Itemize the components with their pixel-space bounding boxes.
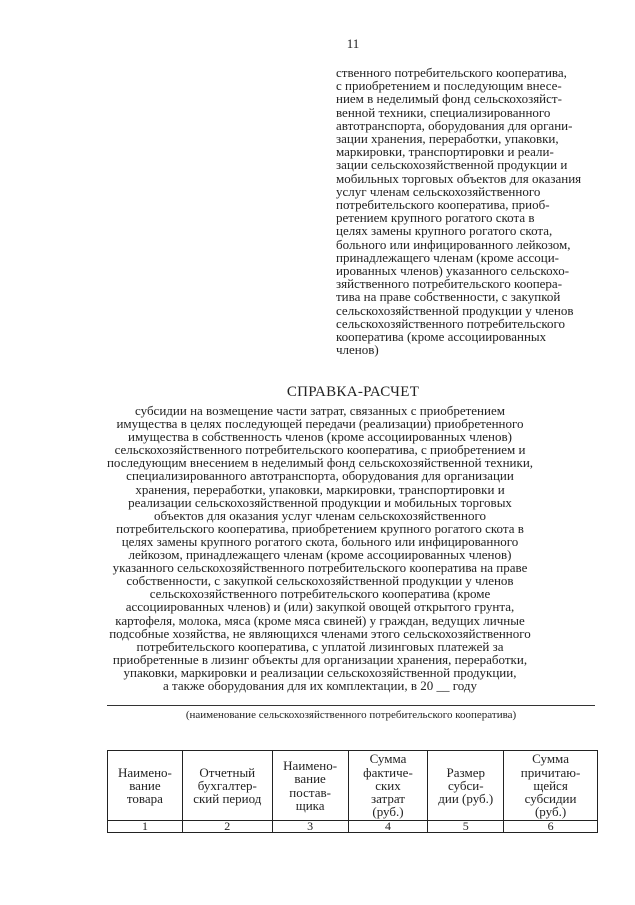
column-number: 4 <box>348 821 428 833</box>
body-line: ассоциированных членов) и (или) закупкой овощей открытого грунта, <box>125 599 515 615</box>
calculation-table <box>107 750 598 833</box>
body-line: целях замены крупного рогатого скота, больного или инфицированного <box>121 533 519 549</box>
document-subtitle-text <box>80 404 560 692</box>
column-number: 3 <box>272 821 348 833</box>
header-line: целях замены крупного рогатого скота, <box>336 223 553 239</box>
header-line: зации сельскохозяйственной продукции и <box>336 157 568 173</box>
header-product-name: Наимено- вание товара <box>108 751 183 821</box>
header-line: зации хранения, переработки, упаковки, <box>336 131 559 147</box>
column-number: 1 <box>108 821 183 833</box>
header-reporting-period: Отчетный бухгалтер- ский период <box>182 751 272 821</box>
header-supplier-name: Наимено- вание постав- щика <box>272 751 348 821</box>
body-line: лейкозом, принадлежащего членам (кроме ассоциированных членов) <box>128 547 512 563</box>
body-line: имущества в целях последующей передачи (реализации) приобретенного <box>116 416 524 432</box>
body-line: приобретенные в лизинг объекты для организации хранения, переработки, <box>112 651 528 667</box>
header-actual-costs: Сумма фактиче- ских затрат (руб.) <box>348 751 428 821</box>
column-number: 2 <box>182 821 272 833</box>
body-line: а также оборудования для их комплектации, в 20 __ году <box>162 677 478 693</box>
header-line: членов) <box>336 342 379 358</box>
header-line: автотранспорта, оборудования для органи- <box>336 117 573 133</box>
body-line: сельскохозяйственного потребительского кооператива (кроме <box>149 586 491 602</box>
header-line: сельскохозяйственной продукции у членов <box>336 302 574 318</box>
organization-name-caption: (наименование сельскохозяйственного потребительского кооператива) <box>185 709 517 721</box>
header-line: венной техники, специализированного <box>336 104 551 120</box>
body-line: хранения, переработки, упаковки, маркировки, транспортировки и <box>135 481 505 497</box>
header-line: зяйственного потребительского коопера- <box>336 276 563 292</box>
body-line: собственности, с закупкой сельскохозяйственной продукции у членов <box>126 573 514 589</box>
header-line: мобильных торговых объектов для оказания <box>336 170 582 186</box>
header-line: больного или инфицированного лейкозом, <box>336 236 571 252</box>
header-line: ретением крупного рогатого скота в <box>336 210 535 226</box>
column-number: 6 <box>504 821 598 833</box>
header-line: потребительского кооператива, приоб- <box>336 197 550 213</box>
document-header-text <box>336 66 606 356</box>
body-line: упаковки, маркировки и реализации сельскохозяйственной продукции, <box>123 664 517 680</box>
header-line: с приобретением и последующим внесе- <box>336 78 562 94</box>
header-subsidy-due: Сумма причитаю- щейся субсидии (руб.) <box>504 751 598 821</box>
header-line: ированных членов) указанного сельскохо- <box>336 263 570 279</box>
body-line: реализации сельскохозяйственной продукции и мобильных торговых <box>128 494 512 510</box>
body-line: сельскохозяйственного потребительского кооператива, с приобретением и <box>114 442 526 458</box>
header-line: принадлежащего членам (кроме ассоци- <box>336 249 559 265</box>
column-number: 5 <box>428 821 504 833</box>
body-line: последующим внесением в неделимый фонд сельскохозяйственной техники, <box>106 455 534 471</box>
header-line: сельскохозяйственного потребительского <box>336 315 566 331</box>
body-line: объектов для оказания услуг членам сельскохозяйственного <box>154 507 486 523</box>
header-line: услуг членам сельскохозяйственного <box>336 183 541 199</box>
body-line: картофеля, молока, мяса (кроме мяса свиней) у граждан, ведущих личные <box>115 612 525 628</box>
body-line: указанного сельскохозяйственного потребительского кооператива на праве <box>112 560 528 576</box>
page-number: 11 <box>346 36 360 51</box>
body-line: субсидии на возмещение части затрат, связанных с приобретением <box>135 403 505 418</box>
table-number-row <box>108 821 598 833</box>
header-line: тива на праве собственности, с закупкой <box>336 289 561 305</box>
body-line: потребительского кооператива, с уплатой лизинговых платежей за <box>136 638 504 654</box>
header-line: кооператива (кроме ассоциированных <box>336 329 547 345</box>
body-line: специализированного автотранспорта, оборудования для организации <box>126 468 514 484</box>
table-header-row <box>108 751 598 821</box>
header-line: маркировки, транспортировки и реали- <box>336 144 554 160</box>
body-line: подсобные хозяйства, не являющихся членами этого сельскохозяйственного <box>109 625 531 641</box>
header-subsidy-size: Размер субси- дии (руб.) <box>428 751 504 821</box>
body-line: потребительского кооператива, приобретением крупного рогатого скота в <box>116 520 524 536</box>
document-title: СПРАВКА-РАСЧЕТ <box>286 384 420 400</box>
header-line: ственного потребительского кооператива, <box>336 65 567 80</box>
body-line: имущества в собственность членов (кроме ассоциированных членов) <box>128 429 512 445</box>
organization-name-line[interactable] <box>107 705 595 706</box>
header-line: нием в неделимый фонд сельскохозяйст- <box>336 91 562 107</box>
